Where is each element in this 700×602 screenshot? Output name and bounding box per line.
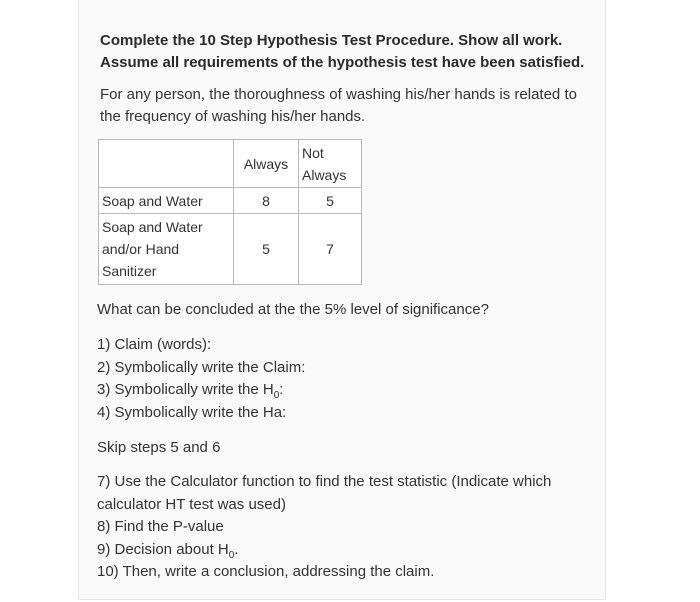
- table-corner-cell: [99, 140, 234, 188]
- step-9: [97, 539, 597, 562]
- step-1: 1) Claim (words):: [97, 336, 212, 353]
- step-9-text: 9) Decision about H: [97, 540, 229, 558]
- intro-line-2: the frequency of washing his/her hands.: [100, 108, 366, 125]
- row-label-soap-sanitizer: [99, 214, 234, 285]
- significance-question: What can be concluded at the the 5% level of significance?: [97, 301, 489, 318]
- steps-1-to-4: [97, 334, 597, 424]
- step-3: [97, 379, 597, 402]
- cell-soap-not-always: 5: [299, 188, 362, 214]
- step-8: 8) Find the P-value: [97, 518, 224, 535]
- row2-label-line2: and/or Hand: [102, 241, 180, 257]
- row2-label-line3: Sanitizer: [102, 263, 157, 279]
- cell-soap-always: 8: [234, 188, 299, 214]
- step-10: 10) Then, write a conclusion, addressing the claim.: [97, 563, 435, 580]
- row2-label-line1: Soap and Water: [102, 219, 203, 235]
- steps-7-to-10: [97, 471, 597, 584]
- cell-sanitizer-not-always: 7: [299, 214, 362, 285]
- row1-label-line1: Soap and Water: [102, 192, 203, 209]
- step-3-subscript: 0: [273, 390, 280, 401]
- step-9-period: .: [234, 540, 239, 558]
- step-7-line-1: 7) Use the Calculator function to find the test statistic (Indicate which: [97, 473, 552, 490]
- step-9-subscript: 0: [228, 549, 235, 561]
- step-3-colon: :: [279, 381, 284, 398]
- claim-statement: [100, 84, 590, 128]
- instructions-heading: [100, 30, 590, 74]
- header-not-always-line1: Not: [302, 144, 324, 161]
- table-row: [99, 214, 362, 285]
- skip-note: Skip steps 5 and 6: [97, 439, 221, 456]
- step-2: 2) Symbolically write the Claim:: [97, 358, 306, 376]
- header-not-always: [299, 140, 362, 188]
- step-3-text: 3) Symbolically write the H: [97, 381, 274, 398]
- contingency-table: [98, 139, 362, 285]
- row-label-soap-water: [99, 188, 234, 214]
- header-always: Always: [234, 140, 299, 188]
- step-4: 4) Symbolically write the Ha:: [97, 403, 287, 421]
- heading-line-1: Complete the 10 Step Hypothesis Test Procedure. Show all work.: [100, 32, 563, 49]
- header-not-always-line2: Always: [302, 166, 347, 183]
- heading-line-2: Assume all requirements of the hypothesis test have been satisfied.: [100, 54, 585, 71]
- intro-line-1: For any person, the thoroughness of washing his/her hands is related to: [100, 86, 577, 103]
- table-row: [99, 188, 362, 214]
- cell-sanitizer-always: 5: [234, 214, 299, 285]
- step-7-line-2: calculator HT test was used): [97, 495, 286, 513]
